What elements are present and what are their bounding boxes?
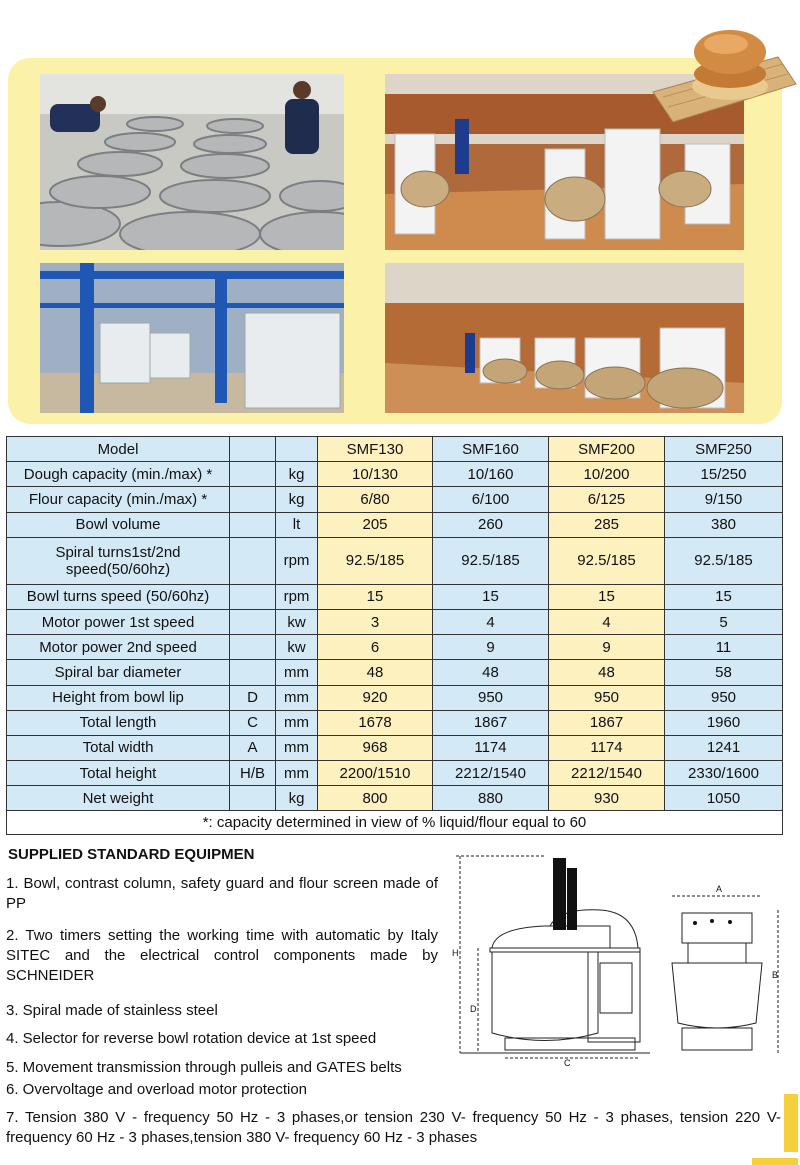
header-smf130: SMF130: [318, 437, 433, 462]
table-note-row: [7, 811, 783, 835]
photo-mixers-warehouse: [385, 263, 744, 413]
header-smf160: SMF160: [433, 437, 549, 462]
bread-image: [648, 22, 798, 122]
table-row: Motor power 1st speed kw 3 4 4 5: [7, 609, 783, 634]
table-row: Bowl volume lt 205 260 285 380: [7, 512, 783, 537]
accent-bar-bottom: [752, 1158, 798, 1165]
dim-label-h: H: [452, 948, 459, 958]
dim-label-b: B: [772, 970, 779, 980]
capacity-note: *: capacity determined in view of % liquid/flour equal to 60: [7, 811, 783, 835]
equipment-item: 3. Spiral made of stainless steel: [6, 1002, 218, 1019]
table-row: Height from bowl lip D mm 920 950 950 950: [7, 685, 783, 710]
accent-bar: [784, 1094, 798, 1152]
photo-bowls-workshop: [40, 74, 344, 250]
dim-label-c: C: [564, 1058, 571, 1068]
equipment-item: 5. Movement transmission through pulleis and GATES belts: [6, 1059, 402, 1076]
table-header-row: [7, 437, 783, 462]
table-row: Motor power 2nd speed kw 6 9 9 11: [7, 635, 783, 660]
table-row: Bowl turns speed (50/60hz) rpm 15 15 15 15: [7, 584, 783, 609]
table-row: Total length C mm 1678 1867 1867 1960: [7, 710, 783, 735]
equipment-item: 7. Tension 380 V - frequency 50 Hz - 3 phases,or tension 230 V- frequency 50 Hz - 3 phases, tension 220 V- frequency 60 Hz - 3 phases,tension 380 V- frequency 60 Hz - 3 phases: [6, 1109, 781, 1146]
equipment-item: 6. Overvoltage and overload motor protection: [6, 1081, 308, 1098]
equipment-item: 4. Selector for reverse bowl rotation device at 1st speed: [6, 1030, 377, 1047]
table-row: Flour capacity (min./max) * kg 6/80 6/100 6/125 9/150: [7, 487, 783, 512]
header-smf250: SMF250: [665, 437, 783, 462]
table-row: Total height H/B mm 2200/1510 2212/1540 2212/1540 2330/1600: [7, 761, 783, 786]
equipment-title: SUPPLIED STANDARD EQUIPMEN: [8, 846, 255, 863]
table-row: Dough capacity (min./max) * kg 10/130 10/160 10/200 15/250: [7, 462, 783, 487]
table-row: Total width A mm 968 1174 1174 1241: [7, 735, 783, 760]
table-row: Spiral turns1st/2nd speed(50/60hz) rpm 92.5/185 92.5/185 92.5/185 92.5/185: [7, 537, 783, 584]
dim-label-d: D: [470, 1004, 477, 1014]
dim-label-a: A: [716, 884, 723, 894]
table-row: Net weight kg 800 880 930 1050: [7, 786, 783, 811]
header-smf200: SMF200: [549, 437, 665, 462]
table-row: Spiral bar diameter mm 48 48 48 58: [7, 660, 783, 685]
equipment-item: 2. Two timers setting the working time with automatic by Italy SITEC and the electrical control components made by SCHNEIDER: [6, 927, 438, 984]
equipment-item: 1. Bowl, contrast column, safety guard and flour screen made of PP: [6, 875, 438, 912]
mixer-technical-drawing: [450, 848, 790, 1073]
photo-spray-line: [40, 263, 344, 413]
header-model: Model: [7, 437, 230, 462]
spec-table: [6, 436, 783, 835]
